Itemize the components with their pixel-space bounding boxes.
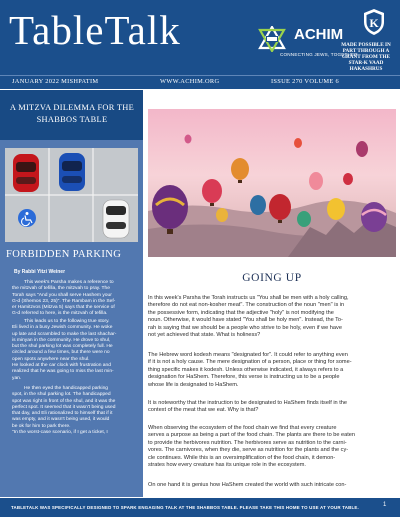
text-line: context of the meat that we eat. Why is that? <box>148 407 259 414</box>
grant-line: STAR-K VAAD <box>348 60 384 67</box>
white-car-icon <box>103 200 129 238</box>
text-line: Eli lived in a busy Jewish community. He woke <box>12 325 113 331</box>
text-line: was empty, and it wasn't being used, it would <box>12 417 110 423</box>
blue-car-icon <box>59 153 85 191</box>
text-line: therefore do not eat non-kosher meat". The construction of the noun "men" is in <box>148 302 345 309</box>
balloon-icon <box>250 195 266 215</box>
text-line: noun. Otherwise, it would have stated "You shall be holy men". Instead, the To- <box>148 317 343 324</box>
main-paragraph-2 <box>148 352 396 389</box>
text-line: He then eyed the handicapped parking <box>24 386 109 391</box>
issue-number: ISSUE 270 VOLUME 6 <box>271 78 339 85</box>
left-paragraph-3 <box>12 386 136 436</box>
footer-note: TABLETALK WAS SPECIFICALLY DESIGNED TO SPARK ENGAGING TALK AT THE SHABBOS TABLE. PLEASE TAKE THIS HOME TO USE AT YOUR TABLE. <box>11 505 359 510</box>
hot-air-balloons-image <box>148 109 396 257</box>
left-paragraph-1 <box>12 280 136 318</box>
achim-tagline: CONNECTING JEWS, TOGETHER <box>280 52 358 57</box>
main-paragraph-1 <box>148 295 396 339</box>
text-line: er Hamitzvos (Mitzva 5) says that the service of <box>12 305 115 311</box>
text-line: It is noteworthy that the instruction to be designated to HaShem finds itself in the <box>148 400 348 406</box>
balloon-icon <box>327 198 345 220</box>
newsletter-title: TableTalk <box>9 7 181 53</box>
text-line: In this week's Parsha the Torah instructs us "You shall be men with a holy calling, <box>148 295 349 301</box>
text-line: the possessive form, indicating that the adjective "holy" is not modifying the <box>148 309 334 316</box>
grant-notice <box>334 42 398 72</box>
text-line: circled around a few times, but there were no <box>12 350 110 356</box>
text-line: open spots anywhere near the shul. <box>12 356 90 362</box>
balloon-icon <box>294 138 302 148</box>
text-line: but the shul parking lot was completely full. He <box>12 344 113 350</box>
text-line: realized that he was going to miss the last min- <box>12 369 114 375</box>
text-line: strates how every creature has its unique role in the ecosystem. <box>148 462 306 469</box>
page-number: 1 <box>383 502 387 508</box>
text-line: G-d referred to here, is the mitzvah of tefilla. <box>12 311 108 317</box>
text-line: that day, and Eli rationalized to himself that if it <box>12 411 113 417</box>
text-line: vores. The carnivores, when they die, serve as nutrition for the plants and the cy- <box>148 447 349 454</box>
main-paragraph-4 <box>148 425 396 469</box>
main-paragraph-5 <box>148 482 396 489</box>
text-line: rah is saying that we should be a people who strive to be holy, even if we have <box>148 324 342 331</box>
text-line: He looked at the car clock with frustration and <box>12 363 111 369</box>
text-line: spot was right in front of the shul, and it was the <box>12 398 116 404</box>
text-line: spot, in the shul parking lot. The handicapped <box>12 392 111 398</box>
text-line: The Hebrew word kodesh means "designated for". It could refer to anything even <box>148 352 348 358</box>
issue-date: JANUARY 2022 MISHPATIM <box>12 78 99 85</box>
main-paragraph-3 <box>148 400 396 415</box>
badge-letter: K <box>369 16 379 30</box>
text-line: the mitzvah of tefilla, the mitzvah to pray. The <box>12 286 110 292</box>
left-heading-line: A MITZVA DILEMMA FOR THE <box>9 103 135 112</box>
achim-brand-name: ACHIM <box>294 26 344 43</box>
text-line: yan. <box>12 375 22 381</box>
text-line: cle continues. While this is an oversimplification of the food chain, it demon- <box>148 454 336 461</box>
text-line: On one hand it is genius how HaShem created the world with such intricate con- <box>148 482 347 488</box>
text-line: designation for HaShem. Therefore, this verse is instructing us to be a people <box>148 374 340 381</box>
balloon-icon <box>216 208 228 222</box>
text-line: serves a purpose as being a part of the food chain. The plants are there to be eaten <box>148 432 356 439</box>
text-line: "In the worst-case scenario, if I get a ticket, I <box>12 430 108 436</box>
left-heading-line: SHABBOS TABLE <box>36 115 108 124</box>
text-line: This leads us to the following true story. <box>24 319 110 324</box>
star-k-badge-icon <box>362 8 386 36</box>
byline: By Rabbi Yitzi Weiner <box>14 269 66 275</box>
text-line: thing specific makes it kodesh. Unless otherwise indicated, it always refers to a <box>148 366 344 373</box>
balloon-icon <box>297 211 311 227</box>
left-article-title: FORBIDDEN PARKING <box>6 249 122 260</box>
left-paragraph-2 <box>12 319 136 382</box>
left-heading <box>4 102 140 126</box>
balloon-icon <box>185 135 192 144</box>
grant-line: PART THROUGH A <box>342 48 390 55</box>
text-line: be ok for him to park there. <box>12 423 71 429</box>
text-line: When observing the ecosystem of the food chain we find that every creature <box>148 425 337 431</box>
red-car-icon <box>13 154 39 192</box>
text-line: whose life is designated to HaShem. <box>148 381 239 388</box>
main-article-title: GOING UP <box>242 272 302 284</box>
grant-line: HAKASHRUS <box>349 66 383 73</box>
grant-line: MADE POSSIBLE IN <box>341 42 391 48</box>
text-line: up late and scrambled to make the last shachar- <box>12 331 117 337</box>
balloon-icon <box>361 202 387 232</box>
text-line: perfect spot. It seemed that it wasn't being used <box>12 404 116 410</box>
balloon-icon <box>356 141 368 157</box>
text-line: if it is not a holy cause. The mere designation of a person, place or thing for some- <box>148 359 352 366</box>
text-line: G-d (Shemos 23, 25)". The Rambam in the Sef- <box>12 298 116 304</box>
text-line: This week's Parsha makes a reference to <box>24 280 114 285</box>
achim-star-logo-icon <box>258 26 286 52</box>
parking-lot-image <box>5 148 138 242</box>
text-line: to provide the herbivores nutrition. The herbivores serve as nutrition to the carni- <box>148 439 347 446</box>
grant-line: GRANT FROM THE <box>342 54 390 61</box>
text-line: not yet achieved that state. What is holiness? <box>148 332 261 339</box>
handicap-sign-icon <box>18 209 36 227</box>
balloon-icon <box>343 173 353 185</box>
text-line: is minyan in the community. He drove to shul, <box>12 337 111 343</box>
website-link[interactable]: WWW.ACHIM.ORG <box>160 78 220 85</box>
balloon-icon <box>309 172 323 190</box>
text-line: Torah says "And you shall serve Hashem your <box>12 292 112 298</box>
issue-bar <box>0 75 400 89</box>
